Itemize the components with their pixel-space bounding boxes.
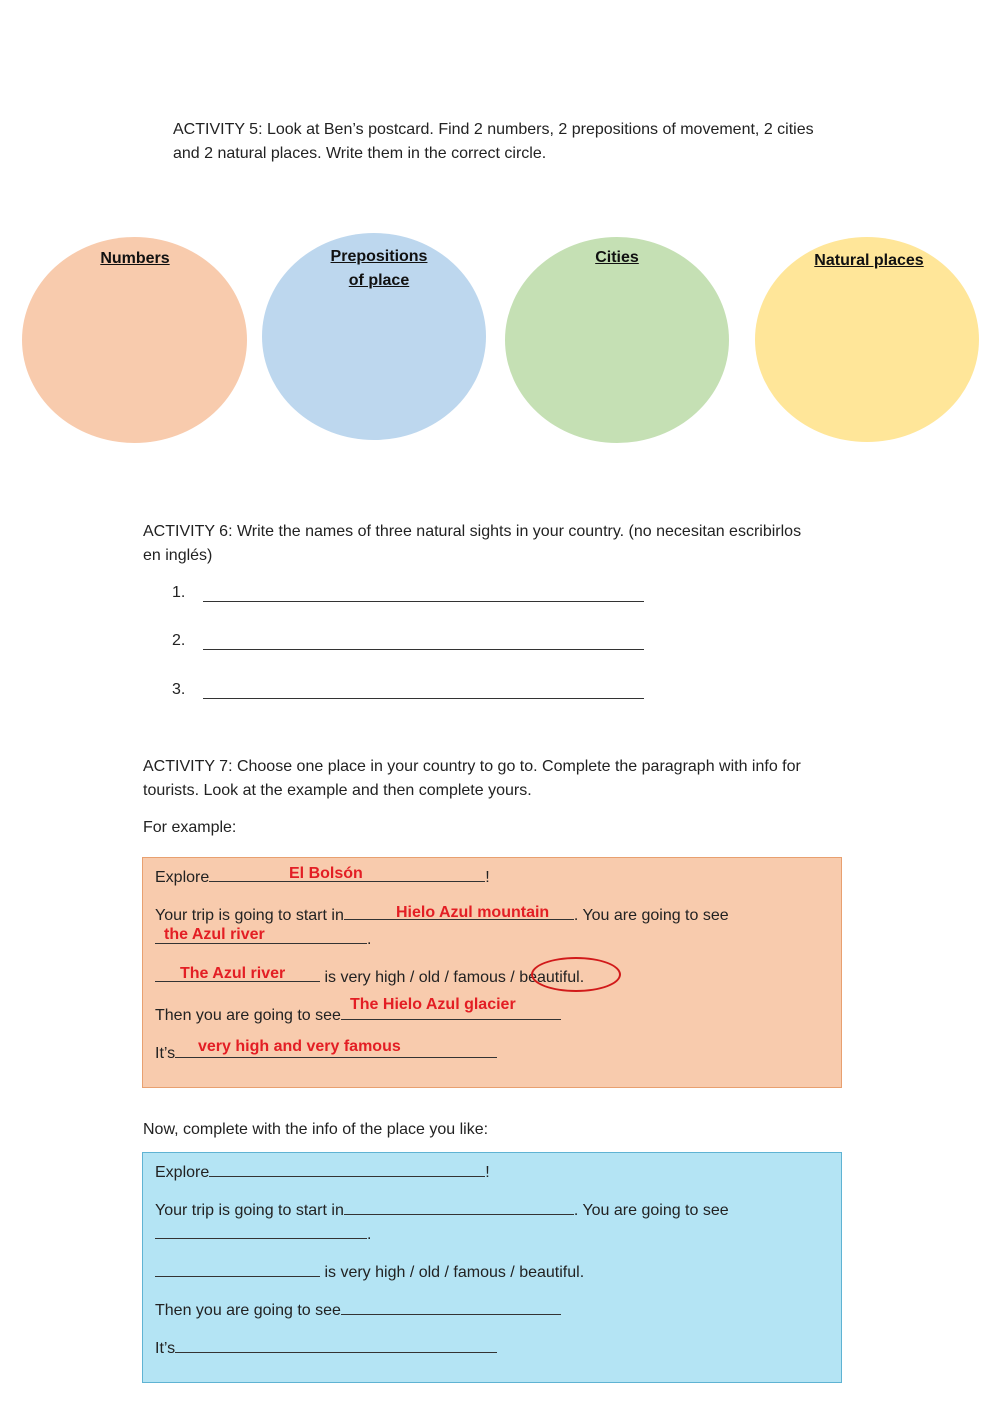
answer-line-1[interactable] [203,601,644,602]
answer-circle-oval [531,957,621,992]
list-item-number: 1. [172,584,186,601]
subject-input[interactable] [155,1261,320,1277]
circle-label-cities: Cities [595,249,639,266]
circle-label-natural-places: Natural places [814,252,924,269]
now-label: Now, complete with the info of the place you like: [143,1121,489,1138]
list-item-number: 3. [172,681,186,698]
example-box: Explore ! El Bolsón Your trip is going to start in . You are going to see Hielo Azul mountain . the Azul river is very high / old / famous / beautiful. The Azul river Then you are going to see The Hielo Azul glacier It’s very high and very famous [142,857,842,1088]
example-answer-then: The Hielo Azul glacier [350,996,516,1013]
activity7-instruction: ACTIVITY 7: Choose one place in your country to go to. Complete the paragraph with info for tourists. Look at the example and then complete yours. [143,758,801,799]
answer-line-3[interactable] [203,698,644,699]
answer-line-2[interactable] [203,649,644,650]
explore-input[interactable] [209,1161,485,1177]
example-answer-see: the Azul river [164,926,265,943]
going-to-see-input[interactable] [155,1223,367,1239]
list-item-number: 2. [172,632,186,649]
trip-start-input[interactable] [344,1199,574,1215]
its-input[interactable] [175,1337,497,1353]
example-label: For example: [143,819,237,836]
example-answer-subject: The Azul river [180,965,286,982]
then-input[interactable] [341,1299,561,1315]
activity6-instruction: ACTIVITY 6: Write the names of three natural sights in your country. (no necesitan escribirlos en inglés) [143,523,802,564]
answer-box: Explore ! Your trip is going to start in . You are going to see . is very high / old / famous / beautiful. Then you are going to see It’s [142,1152,842,1383]
circled-word: beautiful. [519,969,585,986]
circle-label-prepositions: Prepositions of place [330,248,428,289]
example-answer-explore: El Bolsón [289,865,363,882]
circle-label-numbers: Numbers [100,250,170,267]
activity5-instruction: ACTIVITY 5: Look at Ben’s postcard. Find 2 numbers, 2 prepositions of movement, 2 cities and 2 natural places. Write them in the correct circle. [173,121,814,162]
example-answer-its: very high and very famous [198,1038,401,1055]
example-answer-start: Hielo Azul mountain [396,904,550,921]
